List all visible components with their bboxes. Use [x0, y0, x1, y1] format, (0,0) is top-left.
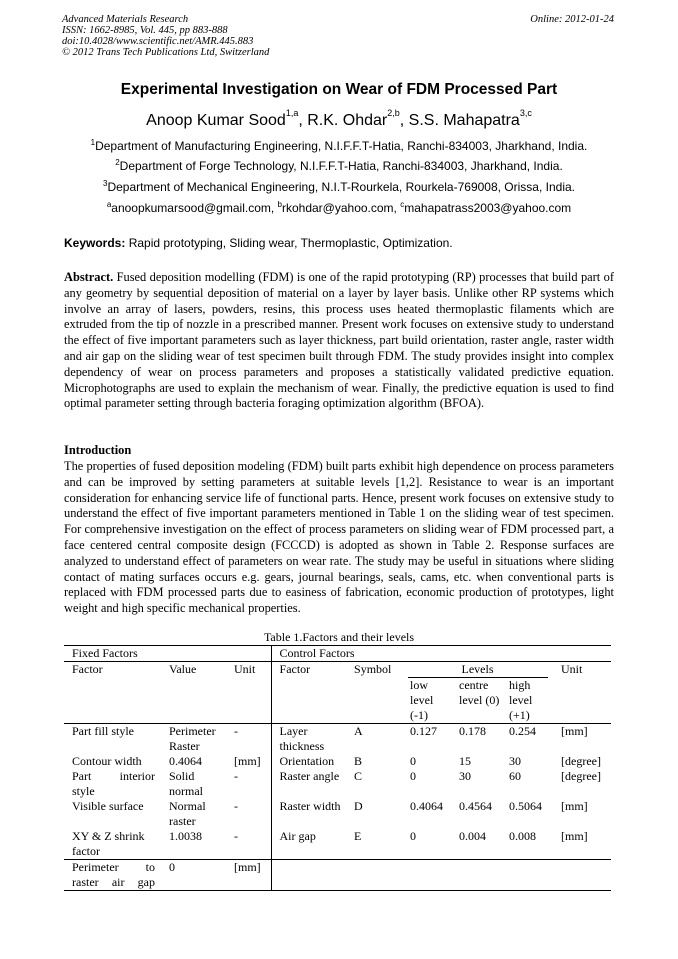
header-factor: Factor [64, 662, 161, 724]
control-factors-group: Control Factors [271, 646, 611, 662]
header-unit: Unit [226, 662, 271, 724]
journal-name: Advanced Materials Research [62, 14, 189, 25]
header-low-level: low level (-1) [402, 678, 451, 724]
cell-factor: Contour width [72, 754, 142, 768]
abstract-text: Fused deposition modelling (FDM) is one of the rapid prototyping (RP) processes that build part of any geometry by sequential deposition of material on a layer by layer basis. Unlike other RP systems which involve an array of lasers, powders, resins, this process uses heated thermoplastic filaments which are extruded from the tip of nozzle in a prescribed manner. Present work focuses on extensive study to understand the effect of five important parameters such as layer thickness, part build orientation, raster angle, raster width and air gap on the sliding wear of test specimen built through FDM. The study provides insight into complex dependency of wear on process parameters and proposes a statistically validated predictive equation. Microphotographs are used to explain the mechanism of wear. Finally, the predictive equation is used to find optimal parameter setting through bacteria foraging optimization algorithm (BFOA). [64, 270, 614, 411]
cell-control-factor: Orientation [271, 754, 346, 769]
cell-value: Normal raster [169, 799, 206, 828]
author-superscript: 3,c [519, 108, 532, 118]
cell-factor: Part interior style [72, 769, 155, 798]
affiliation-superscript: 3 [102, 179, 108, 188]
cell-symbol: B [354, 754, 363, 768]
cell-centre: 0.4564 [459, 799, 493, 813]
cell-symbol: C [354, 769, 363, 783]
affiliation-superscript: 1 [90, 138, 96, 147]
cell-unit: - [234, 724, 238, 738]
cell-low: 0 [410, 754, 417, 768]
author-superscript: 1,a [285, 108, 299, 118]
cell-value: 0 [161, 860, 226, 891]
introduction-paragraph: The properties of fused deposition modeling (FDM) built parts exhibit high dependence on process parameters and can be improved by setting parameters at suitable levels [1,2]. Resistance to wear is an important consideration for enhancing service life of functional parts. Hence, present work focuses on extensive study to understand the effect of five important parameters mentioned in Table 1 on the sliding wear of test specimen. For comprehensive investigation on the effect of process parameters on sliding wear of FDM processed part, a face centered central composite design (FCCCD) is adopted as shown in Table 2. Response surfaces are analyzed to understand effect of parameters on wear rate. The study may be useful in situations where sliding contact of mating surfaces occurs e.g. gears, journal bearings, seals, cams, etc. when conventional parts is replaced with FDM processed parts due to easiness of fabrication, economic production of prototypes, light weight and high specific mechanical properties. [64, 459, 614, 616]
keywords-text: Rapid prototyping, Sliding wear, Thermoplastic, Optimization. [125, 236, 453, 250]
header-high-level: high level (+1) [501, 678, 553, 724]
cell-unit: - [234, 769, 238, 783]
email-address[interactable]: rkohdar@yahoo.com, [281, 201, 401, 215]
cell-factor: XY & Z shrink factor [72, 829, 145, 858]
affiliation-3 [0, 179, 678, 194]
header-control-factor: Factor [271, 662, 346, 724]
cell-value: 0.4064 [169, 754, 202, 768]
cell-low: 0.127 [410, 724, 438, 738]
introduction-heading: Introduction [64, 443, 132, 457]
cell-control-factor: Raster angle [271, 769, 346, 799]
cell-low: 0.4064 [410, 799, 444, 813]
cell-high [501, 860, 553, 891]
header-value: Value [161, 662, 226, 724]
cell-centre [451, 860, 501, 891]
affiliation-text: Department of Manufacturing Engineering, N.I.F.F.T-Hatia, Ranchi-834003, Jharkhand, India. [95, 139, 588, 153]
cell-symbol [346, 860, 402, 891]
cell-control-unit: [mm] [561, 799, 588, 813]
cell-value: Perimeter Raster [169, 724, 216, 753]
cell-unit: [mm] [226, 860, 271, 891]
affiliation-text: Department of Mechanical Engineering, N.I.T-Rourkela, Rourkela-769008, Orissa, India. [107, 180, 576, 194]
cell-control-factor: Layer thickness [271, 724, 346, 755]
keywords-label: Keywords: [64, 236, 126, 250]
author-name: , R.K. Ohdar [298, 112, 388, 129]
table-caption: Table 1.Factors and their levels [263, 630, 415, 644]
affiliation-2 [0, 158, 678, 173]
cell-control-unit [553, 860, 611, 891]
cell-high: 0.254 [509, 724, 537, 738]
affiliation-1 [0, 138, 678, 153]
cell-control-factor [271, 860, 346, 891]
factors-table [64, 645, 611, 891]
journal-header [62, 14, 269, 58]
cell-centre: 30 [459, 769, 472, 783]
cell-control-factor: Raster width [271, 799, 346, 829]
cell-symbol: D [354, 799, 363, 813]
copyright-line: © 2012 Trans Tech Publications Ltd, Switzerland [62, 47, 270, 58]
cell-unit: - [234, 799, 238, 813]
email-address[interactable]: mahapatrass2003@yahoo.com [404, 201, 572, 215]
cell-factor: Visible surface [72, 799, 144, 813]
cell-low: 0 [410, 769, 417, 783]
header-symbol: Symbol [346, 662, 402, 724]
cell-symbol: E [354, 829, 362, 843]
email-superscript: b [277, 200, 282, 209]
cell-control-unit: [mm] [561, 829, 588, 843]
cell-high: 0.5064 [509, 799, 543, 813]
author-name: Anoop Kumar Sood [146, 112, 286, 129]
author-list [0, 108, 678, 130]
cell-symbol: A [354, 724, 363, 738]
email-address[interactable]: anoopkumarsood@gmail.com, [111, 201, 278, 215]
abstract-label: Abstract. [64, 270, 114, 284]
table-row [64, 829, 611, 860]
affiliation-text: Department of Forge Technology, N.I.F.F.T-Hatia, Ranchi-834003, Jharkhand, India. [119, 159, 563, 173]
header-levels [402, 662, 553, 679]
email-superscript: c [400, 200, 405, 209]
cell-control-unit: [mm] [561, 724, 588, 738]
cell-factor: Part fill style [72, 724, 134, 738]
table-row [64, 799, 611, 829]
issn-line: ISSN: 1662-8985, Vol. 445, pp 883-888 [62, 25, 228, 36]
cell-centre: 0.178 [459, 724, 487, 738]
cell-low: 0 [410, 829, 417, 843]
fixed-factors-group: Fixed Factors [64, 646, 271, 662]
affiliation-superscript: 2 [115, 158, 120, 167]
cell-unit: [mm] [234, 754, 261, 768]
cell-low [402, 860, 451, 891]
header-centre-level: centre level (0) [451, 678, 501, 724]
cell-centre: 15 [459, 754, 472, 768]
cell-factor: Perimeter to raster air gap [64, 860, 161, 891]
cell-centre: 0.004 [459, 829, 487, 843]
cell-value: Solid normal [169, 769, 203, 798]
cell-high: 60 [509, 769, 522, 783]
cell-value: 1.0038 [169, 829, 202, 843]
author-name: , S.S. Mahapatra [399, 112, 520, 129]
abstract-paragraph [64, 270, 614, 412]
table-row [64, 860, 611, 891]
cell-high: 30 [509, 754, 522, 768]
paper-title: Experimental Investigation on Wear of FDM Processed Part [120, 81, 558, 98]
table-row [64, 754, 611, 769]
author-emails [0, 200, 678, 215]
header-levels-label: Levels [408, 662, 548, 678]
table-row [64, 769, 611, 799]
cell-unit: - [234, 829, 238, 843]
table-row [64, 724, 611, 755]
header-control-unit: Unit [553, 662, 611, 724]
cell-control-factor: Air gap [271, 829, 346, 860]
cell-high: 0.008 [509, 829, 537, 843]
online-date: Online: 2012-01-24 [530, 14, 614, 25]
cell-control-unit: [degree] [561, 754, 601, 768]
cell-control-unit: [degree] [561, 769, 601, 783]
keywords-line [64, 236, 453, 250]
email-superscript: a [106, 200, 112, 209]
doi-line: doi:10.4028/www.scientific.net/AMR.445.883 [62, 36, 254, 47]
author-superscript: 2,b [387, 108, 400, 118]
